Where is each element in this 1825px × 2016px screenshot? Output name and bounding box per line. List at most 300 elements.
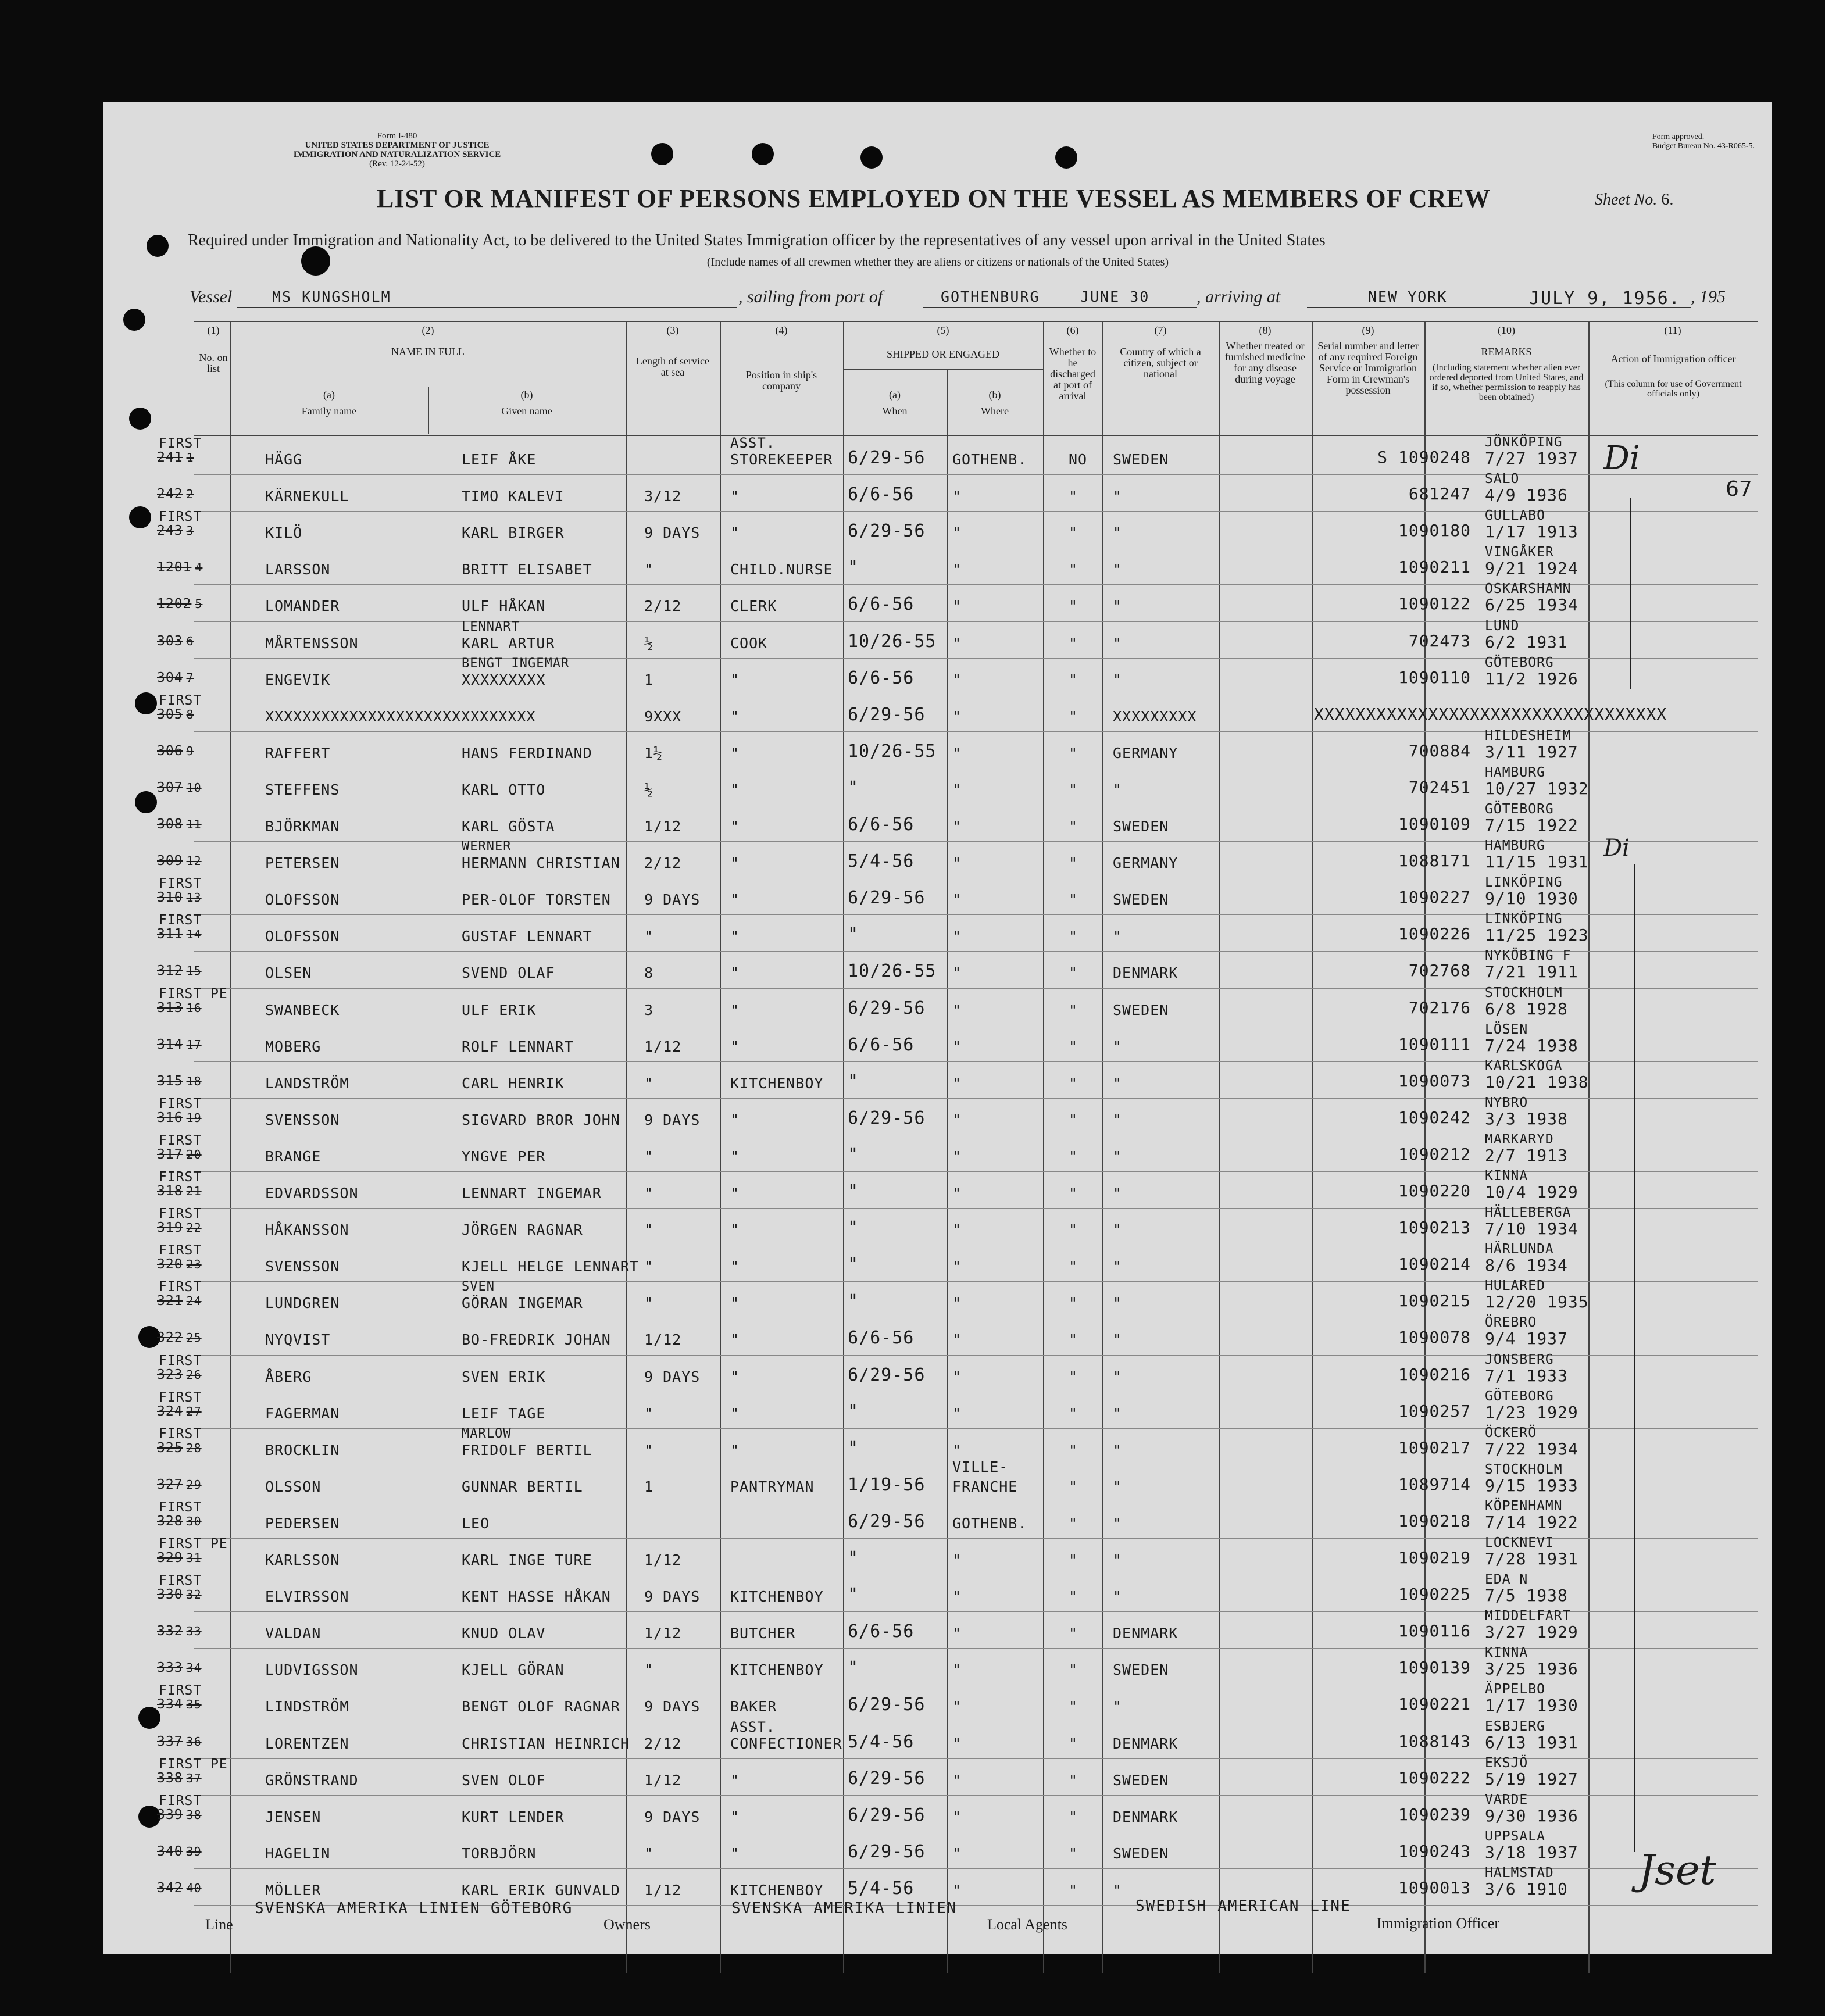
- cell-first: FIRST: [159, 692, 202, 708]
- cell-serial: 1090216: [1398, 1364, 1471, 1384]
- cell-country: SWEDEN: [1113, 1661, 1169, 1679]
- footer-line-label: Line: [205, 1916, 233, 1933]
- table-row: [103, 838, 1772, 878]
- cell-when: 10/26-55: [848, 961, 937, 982]
- cell-serial: 1090221: [1398, 1695, 1471, 1714]
- cell-place: LINKÖPING: [1485, 875, 1563, 891]
- cell-country: ": [1113, 1185, 1123, 1202]
- cell-where: ": [952, 1625, 962, 1642]
- cell-position: STOREKEEPER: [730, 451, 833, 468]
- list-number: [157, 817, 202, 832]
- cell-born: 3/6 1910: [1485, 1879, 1568, 1899]
- cell-family: PETERSEN: [265, 855, 340, 872]
- cell-when: ": [848, 1071, 859, 1092]
- cell-where: ": [952, 1771, 962, 1789]
- cell-country: ": [1113, 598, 1123, 615]
- service: IMMIGRATION AND NATURALIZATION SERVICE: [293, 150, 501, 159]
- cell-given: KURT LENDER: [462, 1808, 565, 1825]
- cell-length: 2/12: [644, 1735, 682, 1752]
- cell-position: ": [730, 855, 740, 872]
- cell-family: LUNDGREN: [265, 1295, 340, 1312]
- cell-born: 10/21 1938: [1485, 1072, 1589, 1092]
- cell-disc: ": [1069, 1625, 1078, 1642]
- cell-when: 5/4-56: [848, 851, 915, 872]
- list-number: [157, 1404, 202, 1419]
- cell-when: 6/29-56: [848, 1841, 926, 1862]
- cell-born: 10/4 1929: [1485, 1182, 1578, 1202]
- cell-given-top: LENNART: [462, 619, 520, 634]
- cell-where: ": [952, 1881, 962, 1899]
- cell-country: ": [1113, 671, 1123, 688]
- table-row: [103, 1352, 1772, 1392]
- line-number: 14: [186, 927, 202, 942]
- table-row: [103, 1425, 1772, 1465]
- cell-place: NYBRO: [1485, 1095, 1528, 1110]
- col-num: (5): [937, 324, 949, 336]
- cell-length: ": [644, 1845, 654, 1862]
- table-row: [103, 875, 1772, 914]
- table-row: [103, 764, 1772, 805]
- line-number: 18: [186, 1074, 202, 1088]
- cell-family: KÄRNEKULL: [265, 488, 349, 505]
- list-number: [157, 1697, 202, 1712]
- cell-length: 3: [644, 1001, 654, 1018]
- cell-place: ESBJERG: [1485, 1718, 1545, 1734]
- cell-family: STEFFENS: [265, 781, 340, 798]
- cell-length: ": [644, 1441, 654, 1459]
- cell-length: 1/12: [644, 1625, 682, 1642]
- cell-place: LÖSEN: [1485, 1021, 1528, 1037]
- cell-country: DENMARK: [1113, 1735, 1178, 1752]
- list-number-value: 1202: [157, 596, 192, 612]
- header-when: When: [882, 405, 908, 417]
- cell-position: CHILD.NURSE: [730, 561, 833, 578]
- cell-where: ": [952, 1735, 962, 1752]
- cell-born: 4/9 1936: [1485, 485, 1568, 505]
- cell-country: GERMANY: [1113, 744, 1178, 762]
- cell-country: SWEDEN: [1113, 1845, 1169, 1862]
- cell-country: ": [1113, 1368, 1123, 1385]
- header-position: Position in ship's company: [745, 369, 817, 392]
- col-num: (6): [1066, 324, 1079, 336]
- cell-given: BENGT OLOF RAGNAR: [462, 1698, 620, 1715]
- cell-place: VARDE: [1485, 1792, 1528, 1807]
- table-row: [103, 912, 1772, 951]
- header-country: Country of which a citizen, subject or national: [1120, 346, 1201, 380]
- cell-length: ": [644, 1074, 654, 1092]
- line-number: 17: [186, 1037, 202, 1052]
- cell-where: ": [952, 964, 962, 982]
- list-number-value: 322: [157, 1330, 183, 1346]
- cell-family: SVENSSON: [265, 1111, 340, 1128]
- cell-family: RAFFERT: [265, 744, 331, 762]
- table-row: [103, 1058, 1772, 1098]
- list-number-value: 318: [157, 1184, 183, 1199]
- list-number: [157, 1881, 202, 1896]
- cell-family: GRÖNSTRAND: [265, 1771, 359, 1789]
- line-number: 22: [186, 1221, 202, 1235]
- cell-born: 3/3 1938: [1485, 1109, 1568, 1128]
- cell-born: 7/22 1934: [1485, 1439, 1578, 1459]
- document-title: LIST OR MANIFEST OF PERSONS EMPLOYED ON THE VESSEL AS MEMBERS OF CREW: [377, 184, 1491, 213]
- cell-place: HULARED: [1485, 1278, 1545, 1294]
- header-no-on-list: No. on list: [199, 352, 228, 374]
- table-row: [103, 692, 1772, 731]
- footer-agents: SWEDISH AMERICAN LINE: [1135, 1897, 1351, 1915]
- cell-disc: ": [1069, 1588, 1078, 1606]
- punch-hole: [123, 309, 145, 331]
- cell-first: FIRST: [159, 1096, 202, 1111]
- cell-length: 1½: [644, 744, 663, 762]
- header-action: Action of Immigration officer: [1610, 353, 1736, 364]
- cell-first: FIRST: [159, 1279, 202, 1295]
- cell-position: ": [730, 1258, 740, 1275]
- list-number: [157, 634, 194, 649]
- cell-position: CLERK: [730, 598, 777, 615]
- cell-length: 9 DAYS: [644, 1588, 701, 1606]
- cell-disc: ": [1069, 744, 1078, 762]
- cell-serial: 1090109: [1398, 814, 1471, 834]
- cell-given: CHRISTIAN HEINRICH: [462, 1735, 630, 1752]
- cell-where: ": [952, 524, 962, 542]
- cell-serial: 1090257: [1398, 1401, 1471, 1421]
- cell-where: ": [952, 598, 962, 615]
- cell-family: LUDVIGSSON: [265, 1661, 359, 1679]
- vessel-name: MS KUNGSHOLM: [272, 288, 391, 305]
- cell-place: EKSJÖ: [1485, 1755, 1528, 1771]
- cell-serial: 1090242: [1398, 1107, 1471, 1127]
- cell-first: FIRST: [159, 509, 202, 525]
- cell-when: 6/6-56: [848, 667, 915, 688]
- cell-position: ": [730, 671, 740, 688]
- cell-serial: 1090243: [1398, 1841, 1471, 1861]
- cell-given: LEO: [462, 1514, 490, 1532]
- cell-length: 9 DAYS: [644, 1698, 701, 1715]
- list-number-value: 327: [157, 1477, 183, 1492]
- cell-length: ": [644, 1148, 654, 1165]
- list-number-value: 242: [157, 487, 183, 502]
- list-number: [157, 1771, 202, 1786]
- cell-given: LEIF ÅKE: [462, 451, 537, 468]
- cell-first: FIRST: [159, 913, 202, 928]
- cell-length: 1/12: [644, 1552, 682, 1568]
- sheet-label: Sheet No.: [1595, 191, 1658, 209]
- cell-given: BRITT ELISABET: [462, 561, 592, 578]
- list-number-value: 312: [157, 963, 183, 979]
- list-number-value: 309: [157, 853, 183, 869]
- cell-position-top: ASST.: [730, 435, 776, 451]
- cell-when: 6/29-56: [848, 1511, 926, 1532]
- cell-given: KENT HASSE HÅKAN: [462, 1588, 611, 1606]
- cell-country: ": [1113, 1258, 1123, 1275]
- header-given: Given name: [501, 405, 552, 417]
- cell-given: KARL OTTO: [462, 781, 546, 798]
- cell-length: ": [644, 1185, 654, 1202]
- cell-family: OLSEN: [265, 964, 312, 982]
- cell-country: ": [1113, 1074, 1123, 1092]
- cell-place: VINGÅKER: [1485, 545, 1554, 560]
- cell-where: ": [952, 1845, 962, 1862]
- cell-family: OLOFSSON: [265, 891, 340, 909]
- cell-where-top: VILLE-: [952, 1458, 1009, 1475]
- cell-given: BO-FREDRIK JOHAN: [462, 1331, 611, 1349]
- cell-serial: 1090214: [1398, 1254, 1471, 1274]
- line-number: 6: [186, 634, 194, 648]
- cell-given: XXXXXXXXX: [462, 671, 546, 688]
- cell-serial: 1090116: [1398, 1621, 1471, 1641]
- list-number-value: 304: [157, 670, 183, 685]
- cell-family: BRANGE: [265, 1148, 322, 1165]
- line-number: 11: [186, 817, 202, 831]
- cell-given: JÖRGEN RAGNAR: [462, 1221, 583, 1239]
- cell-where: ": [952, 855, 962, 872]
- cell-place: EDA N: [1485, 1572, 1528, 1588]
- list-number-value: 342: [157, 1880, 183, 1896]
- form-number: Form I-480: [377, 131, 417, 141]
- cell-given-top: SVEN: [462, 1279, 495, 1295]
- list-number-value: 338: [157, 1770, 183, 1786]
- cell-place: JÖNKÖPING: [1485, 435, 1563, 450]
- list-number: [157, 1257, 202, 1272]
- cell-where: ": [952, 1404, 962, 1422]
- line-number: 23: [186, 1257, 202, 1272]
- footer-officer-label: Immigration Officer: [1377, 1915, 1500, 1932]
- cell-position: ": [730, 1441, 740, 1459]
- cell-born: 12/20 1935: [1485, 1292, 1589, 1312]
- cell-born: 7/21 1911: [1485, 962, 1578, 982]
- col-num: (10): [1498, 324, 1515, 336]
- cell-born: 7/15 1922: [1485, 816, 1578, 835]
- cell-when: 6/6-56: [848, 814, 915, 835]
- cell-given: HANS FERDINAND: [462, 744, 592, 762]
- cell-disc: ": [1069, 1661, 1078, 1679]
- cell-country: GERMANY: [1113, 855, 1178, 872]
- cell-position: KITCHENBOY: [730, 1881, 824, 1899]
- cell-serial: 1090217: [1398, 1438, 1471, 1457]
- cell-serial: 1090073: [1398, 1071, 1471, 1091]
- handwritten-di: Di: [1603, 439, 1640, 477]
- cell-where: ": [952, 634, 962, 652]
- list-number: [157, 670, 194, 685]
- arrival-port: NEW YORK: [1368, 288, 1448, 305]
- list-number: [157, 1477, 202, 1492]
- cell-position: ": [730, 1221, 740, 1239]
- table-row: [103, 471, 1772, 511]
- cell-first: FIRST: [159, 1683, 202, 1699]
- cell-born: 6/8 1928: [1485, 999, 1568, 1018]
- cell-serial: 1090220: [1398, 1181, 1471, 1200]
- cell-where: ": [952, 1185, 962, 1202]
- cell-where: ": [952, 1001, 962, 1018]
- cell-country: ": [1113, 1588, 1123, 1606]
- list-number-value: 340: [157, 1843, 183, 1859]
- list-number: [157, 890, 202, 905]
- cell-when: ": [848, 1438, 859, 1459]
- cell-length: 3/12: [644, 488, 682, 505]
- header-length: Length of service at sea: [636, 355, 709, 378]
- table-row: [103, 1242, 1772, 1281]
- cell-given: KNUD OLAV: [462, 1625, 546, 1642]
- line-number: 39: [186, 1844, 202, 1858]
- cell-first: FIRST: [159, 1243, 202, 1259]
- cell-disc: ": [1069, 671, 1078, 688]
- line-number: 35: [186, 1697, 202, 1712]
- cell-country: ": [1113, 1514, 1123, 1532]
- cell-where: ": [952, 707, 962, 725]
- line-number: 32: [186, 1588, 202, 1602]
- table-row: [103, 1021, 1772, 1061]
- cell-country: XXXXXXXXX: [1113, 707, 1197, 725]
- cell-serial: 1090218: [1398, 1511, 1471, 1531]
- cell-serial: S 1090248: [1377, 448, 1471, 467]
- cell-length: ": [644, 1661, 654, 1679]
- table-row: [103, 1828, 1772, 1868]
- cell-length: ½: [644, 634, 654, 652]
- line-number: 40: [186, 1881, 202, 1895]
- list-number: [157, 596, 202, 612]
- cell-when: ": [848, 1585, 859, 1606]
- list-number: [157, 780, 202, 795]
- cell-born: 7/28 1931: [1485, 1549, 1578, 1568]
- cell-where: ": [952, 1552, 962, 1568]
- header-shipped: SHIPPED OR ENGAGED: [886, 348, 999, 360]
- cell-where: ": [952, 1074, 962, 1092]
- cell-first: FIRST: [159, 1426, 202, 1442]
- cell-born: 8/6 1934: [1485, 1256, 1568, 1275]
- table-row: [103, 1608, 1772, 1648]
- list-number: [157, 450, 194, 465]
- list-number-value: 303: [157, 633, 183, 649]
- cell-when: 1/19-56: [848, 1474, 926, 1495]
- cell-family: HAGELIN: [265, 1845, 331, 1862]
- list-number: [157, 963, 202, 978]
- cell-place: HAMBURG: [1485, 838, 1545, 854]
- table-row: [103, 1535, 1772, 1575]
- cell-position: BUTCHER: [730, 1625, 796, 1642]
- cell-first: FIRST: [159, 1499, 202, 1515]
- cell-where: ": [952, 1295, 962, 1312]
- table-row: [103, 948, 1772, 988]
- line-number: 4: [195, 560, 203, 575]
- cell-disc: ": [1069, 1074, 1078, 1092]
- cell-where: ": [952, 1111, 962, 1128]
- cell-country: SWEDEN: [1113, 818, 1169, 835]
- cell-when: 6/6-56: [848, 1621, 915, 1642]
- table-row: [103, 508, 1772, 548]
- list-number-value: 324: [157, 1403, 183, 1419]
- cell-given: ULF HÅKAN: [462, 598, 546, 615]
- cell-given: YNGVE PER: [462, 1148, 546, 1165]
- cell-when: 6/29-56: [848, 998, 926, 1018]
- cell-place: STOCKHOLM: [1485, 1461, 1563, 1477]
- arrival-date: JULY 9, 1956.: [1529, 288, 1681, 309]
- cell-given: TIMO KALEVI: [462, 488, 565, 505]
- line-number: 15: [186, 964, 202, 978]
- cell-when: 6/29-56: [848, 448, 926, 468]
- list-number: [157, 1807, 202, 1822]
- cell-disc: ": [1069, 1331, 1078, 1349]
- list-number: [157, 707, 194, 722]
- cell-country: ": [1113, 928, 1123, 945]
- cell-length: ": [644, 1295, 654, 1312]
- cell-disc: ": [1069, 1552, 1078, 1568]
- cell-given-top: WERNER: [462, 839, 512, 855]
- cell-place: HALMSTAD: [1485, 1865, 1554, 1881]
- cell-position: ": [730, 891, 740, 909]
- handwritten-bracket: [1630, 498, 1631, 689]
- list-number: [157, 1550, 202, 1565]
- cell-family: LOMANDER: [265, 598, 340, 615]
- cell-born: 6/2 1931: [1485, 632, 1568, 652]
- cell-when: 6/29-56: [848, 1768, 926, 1789]
- header-a: (a): [323, 389, 335, 401]
- cell-position: ": [730, 781, 740, 798]
- list-number-value: 308: [157, 817, 183, 832]
- cell-place: LINKÖPING: [1485, 912, 1563, 927]
- list-number-value: 320: [157, 1257, 183, 1272]
- col-num: (9): [1362, 324, 1374, 336]
- header-serial: Serial number and letter of any required Foreign Service or Immigration Form in Crewman's possession: [1317, 340, 1419, 396]
- line-number: 1: [186, 451, 194, 464]
- cell-family: MOBERG: [265, 1038, 322, 1055]
- cell-disc: ": [1069, 855, 1078, 872]
- cell-serial: 1090180: [1398, 521, 1471, 541]
- cell-given: FRIDOLF BERTIL: [462, 1441, 592, 1459]
- line-number: 9: [186, 744, 194, 758]
- cell-position: BAKER: [730, 1698, 777, 1715]
- table-row: [103, 1278, 1772, 1318]
- cell-place: KINNA: [1485, 1168, 1528, 1184]
- cell-place: GÖTEBORG: [1485, 802, 1554, 817]
- cell-given: GUNNAR BERTIL: [462, 1478, 583, 1495]
- cell-where: ": [952, 891, 962, 909]
- cell-family: HÄGG: [265, 451, 303, 468]
- list-number-value: 325: [157, 1440, 183, 1456]
- footer-agents-label: Local Agents: [987, 1916, 1067, 1933]
- cell-where: ": [952, 1368, 962, 1385]
- cell-serial: 1090212: [1398, 1144, 1471, 1164]
- cell-country: ": [1113, 1148, 1123, 1165]
- table-row: [103, 1498, 1772, 1538]
- cell-position: KITCHENBOY: [730, 1661, 824, 1679]
- cell-serial: 702768: [1408, 961, 1471, 981]
- cell-given-top: BENGT INGEMAR: [462, 656, 570, 671]
- cell-position: ": [730, 1295, 740, 1312]
- cell-born: 1/17 1913: [1485, 522, 1578, 542]
- cell-born: 3/18 1937: [1485, 1842, 1578, 1862]
- table-row: [103, 1458, 1772, 1502]
- cell-length: 9 DAYS: [644, 524, 701, 542]
- cell-born: 7/24 1938: [1485, 1035, 1578, 1055]
- cell-first: FIRST PE: [159, 986, 228, 1002]
- cell-where: ": [952, 1441, 962, 1459]
- list-number: [157, 1660, 202, 1675]
- list-number-value: 311: [157, 927, 183, 942]
- cell-length: ": [644, 1258, 654, 1275]
- cell-given: KJELL HELGE LENNART: [462, 1258, 639, 1275]
- list-number-value: 334: [157, 1697, 183, 1713]
- cell-disc: ": [1069, 1881, 1078, 1899]
- cell-position: ": [730, 1331, 740, 1349]
- cell-place: HILDESHEIM: [1485, 728, 1572, 744]
- cell-when: 10/26-55: [848, 631, 937, 652]
- cell-position-top: ASST.: [730, 1718, 776, 1735]
- cell-given: PER-OLOF TORSTEN: [462, 891, 611, 909]
- table-row: [103, 618, 1772, 658]
- cell-length: 1/12: [644, 818, 682, 835]
- footer-owners: SVENSKA AMERIKA LINIEN: [731, 1900, 958, 1917]
- cell-position: ": [730, 707, 740, 725]
